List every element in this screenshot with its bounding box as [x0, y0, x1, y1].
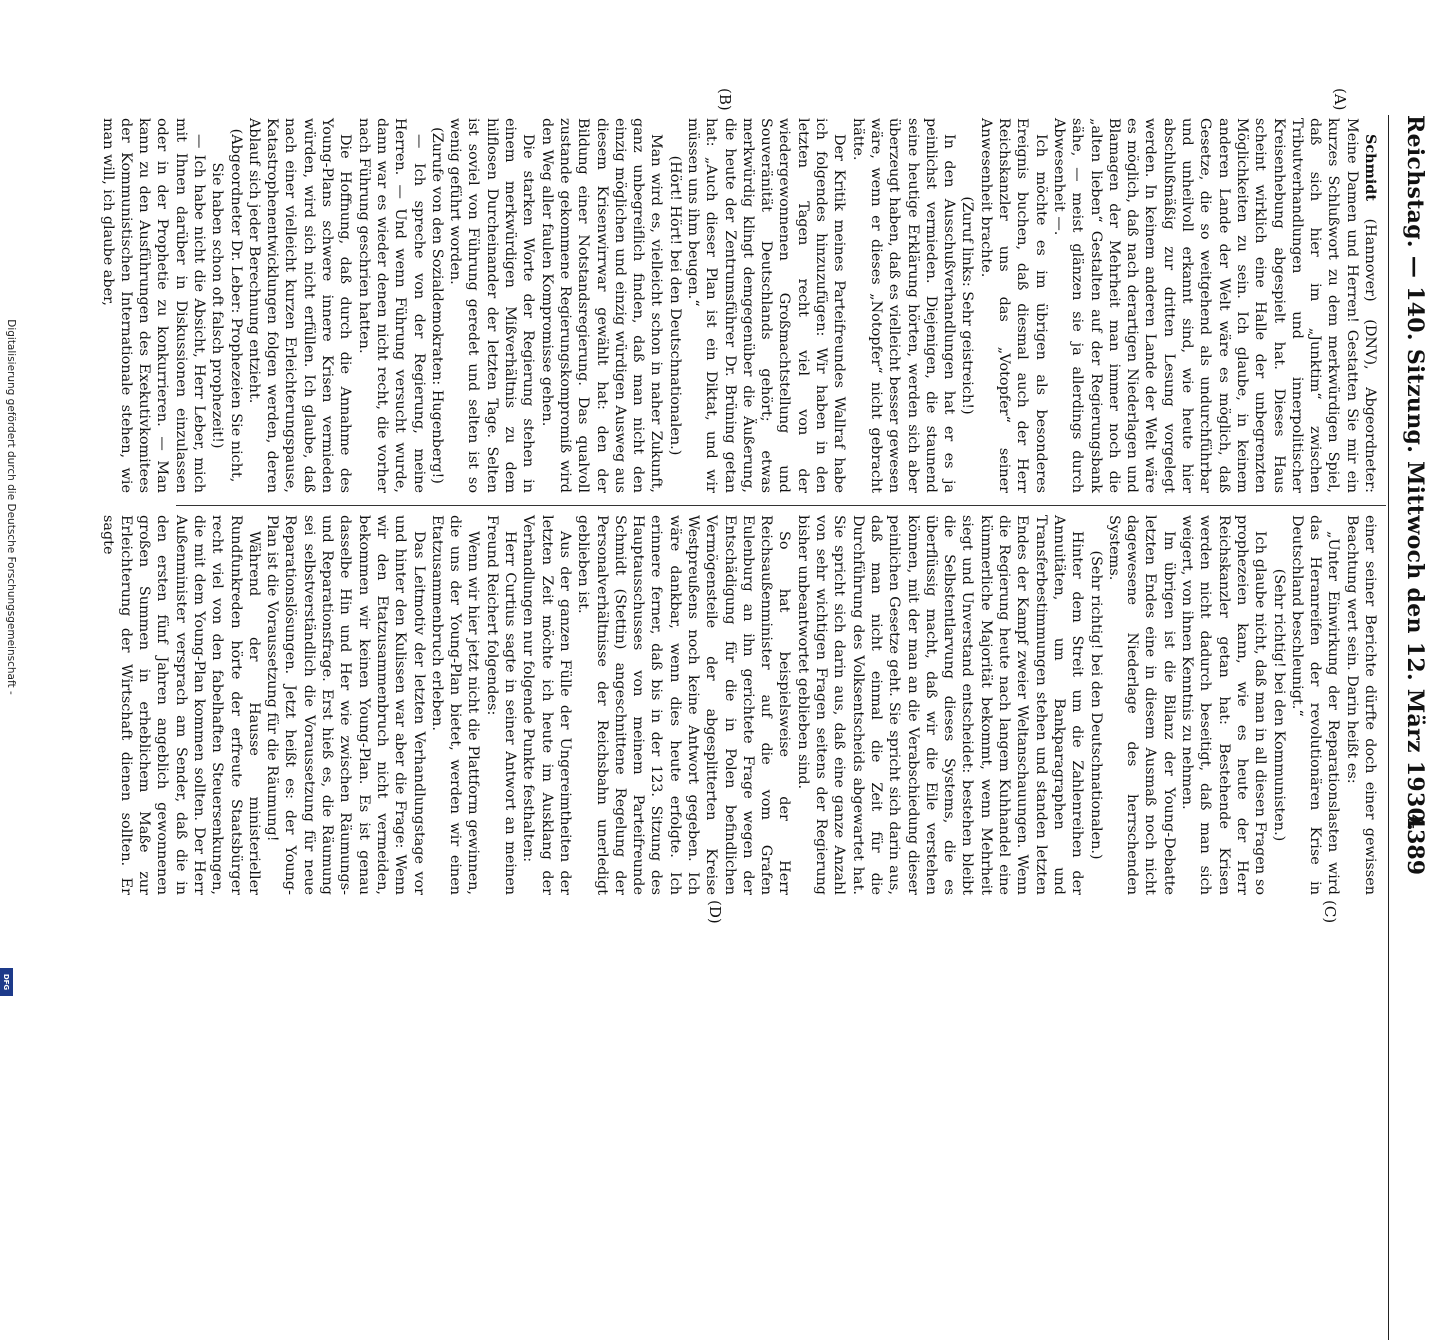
interjection [665, 118, 683, 493]
margin-mark-c: (C) [1321, 900, 1339, 924]
page-number: 4389 [1402, 813, 1428, 875]
paragraph-text: (Sehr richtig! bei den Kommunisten.) [1270, 568, 1287, 842]
paragraph [537, 118, 665, 493]
paragraph-text: (Zuruf links: Sehr geistreich!) [959, 196, 976, 415]
paragraph-text: „Unter Einwirkung der Reparationslasten wird das Heranreifen der revolutionären Krise in Deutschland beschleunigt.“ [1288, 515, 1342, 895]
paragraph-text: Ich möchte es im übrigen als besonderes Ereignis buchen, daß diesmal auch der Herr Reichskanzler uns das „Votopfer“ seiner Anwesenheit brachte. [977, 118, 1049, 493]
paragraph [263, 515, 428, 895]
interjection [1269, 515, 1287, 895]
header-rule [1388, 115, 1389, 1340]
paragraph-text: In den Ausschußverhandlungen hat er es ja peinlichst vermieden. Diejenigen, die staunend seine heutige Erklärung hörten, werden sich aber überzeugt haben, daß es vielleicht besser gewesen wäre, wenn er dieses „Notopfer“ nicht gebracht hätte. [849, 118, 958, 493]
paragraph [684, 118, 849, 493]
paragraph-text: Das Leitmotiv der letzten Verhandlungstage vor und hinter den Kulissen war aber die Frage: Wenn wir den Etatzusammenbruch nicht vermeiden, bekommen wir keinen Young-Plan. Es ist genau dasselbe Hin und Her wie zwischen Räumungs- und Reparationsfrage. Erst hieß es, die Räumung sei selbstverständlich die Voraussetzung für neue Reparationslösungen. Jetzt heißt es: der Young-Plan ist die Voraussetzung für die Räumung! [264, 515, 427, 895]
header-title: Reichstag. — 140. Sitzung. Mittwoch den 12. März 1930. [1402, 115, 1428, 832]
interjection [208, 118, 245, 493]
paragraph-text: Der Kritik meines Parteifreundes Wallraf habe ich folgendes hinzuzufügen: Wir haben in den letzten Tagen recht viel von der wiedergewonnenen Großmachtstellung und Souveränität Deutschlands gehört; etwas merkwürdig klingt demgegenüber die Äußerung, die heute der Zentrumsführer Dr. Brüning getan hat: „Auch dieser Plan ist ein Diktat, und wir müssen uns ihm beugen.“ [685, 118, 848, 493]
paragraph-text: Wenn wir hier jetzt nicht die Plattform gewinnen, die uns der Young-Plan bietet, werden wir einen Etatzusammenbruch erleben. [428, 515, 482, 895]
paragraph-text: Ich glaube nicht, daß man in all diesen Fragen so prophezeien kann, wie es heute der Herr Reichskanzler getan hat: Bestehende Krisen werden nicht dadurch beseitigt, daß man sich weigert, von ihnen Kenntnis zu nehmen. [1179, 515, 1269, 895]
paragraph-text: Herr Curtius sagte in seiner Antwort an meinen Freund Reichert folgendes: [483, 515, 519, 895]
paragraph [98, 118, 208, 493]
paragraph-text: Hinter dem Streit um die Zahlenreihen der Annuitäten, um Bankparagraphen und Transferbestimmungen stehen und standen letzten Endes der Kampf zweier Weltanschauungen. Wenn die Regierung heute nach langem Kuhhandel eine kümmerliche Majorität bekommt, wenn Mehrheit siegt und Unverstand entscheidet: bestehen bleibt die Selbstentlarvung dieses Systems, die es überflüssig macht, daß wir die Eile verstehen können, mit der man an die Verabschiedung dieser peinlichen Gesetze geht. Sie spricht sich darin aus, daß man nicht einmal die Zeit für die Durchführung des Volksentscheids abgewartet hat. Sie spricht sich darin aus, daß eine ganze Anzahl von sehr wichtigen Fragen seitens der Regierung bisher unbeantwortet geblieben sind. [794, 515, 1086, 895]
paragraph [482, 515, 519, 895]
margin-mark-a: (A) [1331, 88, 1349, 111]
paragraph-text: Aus der ganzen Fülle der Ungereimtheiten der letzten Zeit möchte ich heute im Ausklang der Verhandlungen nur folgende Punkte festhalten: [520, 515, 573, 895]
paragraph [1342, 515, 1379, 895]
paragraph [1178, 515, 1269, 895]
paragraph-text: So hat beispielsweise der Herr Reichsaußenminister auf die vom Grafen Eulenburg an ihn gerichtete Frage wegen der Entschädigung für die in Polen befindlichen Vermögensteile der abgesplitterten Kreise Westpreußens noch keine Antwort gegeben. Ich wäre dankbar, wenn dies heute erfolgte. Ich erinnere ferner, daß bis in der 123. Sitzung des Hauptausschusses von meinem Parteifreunde Schmidt (Stettin) angeschnittene Regelung der Personalverhältnisse der Reichsbahn unerledigt geblieben ist. [575, 515, 793, 895]
paragraph [976, 118, 1049, 493]
paragraph-text: (Hört! Hört! bei den Deutschnationalen.) [666, 155, 683, 456]
paragraph [1288, 515, 1343, 895]
paragraph-text: einer seiner Berichte dürfte doch einer gewissen Beachtung wert sein. Darin heißt es: [1343, 515, 1378, 895]
interjection [428, 118, 446, 493]
paragraph [245, 118, 355, 493]
paragraph [428, 515, 483, 895]
paragraph [794, 515, 1087, 895]
margin-mark-d: (D) [706, 900, 724, 924]
page-header [1398, 115, 1428, 875]
digitization-credit [0, 60, 17, 990]
paragraph [1105, 515, 1178, 895]
right-column [98, 515, 1379, 895]
dfg-logo: DFG [0, 968, 13, 996]
interjection [958, 118, 976, 493]
paragraph-text: Die Hoffnung, daß durch die Annahme des Young-Plans schwere innere Krisen vermieden würden, wird sich nicht erfüllen. Ich glaube, daß nach einer vielleicht kurzen Erleichterungspause, Katastrophenentwicklungen folgen werden, deren Ablauf sich jeder Berechnung entzieht. [245, 118, 354, 493]
column-divider [176, 505, 1386, 506]
paragraph-text: Während der Hausse ministerieller Rundfunkreden hörte der erfreute Staatsbürger recht viel von den fabelhaften Steuersenkungen, die mit dem Young-Plan kommen sollten. Der Herr Außenminister versprach am Sender, daß die in den ersten fünf Jahren angeblich gewonnenen großen Summen in erheblichem Maße zur Erleichterung der Wirtschaft dienen sollten. Er sagte [99, 515, 262, 895]
paragraph-text: Die starken Worte der Regierung stehen in einem merkwürdigen Mißverhältnis zu dem hilflosen Durcheinander der letzten Tage. Selten ist soviel von Führung geredet und selten ist so wenig geführt worden. [447, 118, 537, 493]
margin-mark-b: (B) [716, 88, 734, 111]
paragraph-text: Man wird es, vielleicht schon in naher Zukunft, ganz unbegreiflich finden, daß man nicht den einzig möglichen und einzig würdigen Ausweg aus diesem Krisenwirrwar gewählt hat: den der Bildung einer Notstandsregierung. Das qualvoll zustande gekommene Regierungskompromiß wird den Weg aller faulen Kompromisse gehen. [538, 118, 665, 493]
paragraph-text: — Ich habe nicht die Absicht, Herr Leber, mich mit Ihnen darüber in Diskussionen einzulassen oder in der Prophetie zu konkurrieren. — Man kann zu den Ausführungen des Exekutivkomitees der Kommunistischen Internationale stehen, wie man will, ich glaube aber, [99, 118, 207, 493]
paragraph [519, 515, 574, 895]
paragraph-text: (Abgeordneter Dr. Leber: Prophezeien Sie nicht, Sie haben schon oft falsch prophezeit!) [209, 128, 244, 483]
interjection [1086, 515, 1104, 895]
paragraph [98, 515, 263, 895]
left-column [98, 118, 1379, 493]
paragraph-text: (Sehr richtig! bei den Deutschnationalen.) [1087, 550, 1104, 860]
credit-text: Digitalisierung gefördert durch die Deutsche Forschungsgemeinschaft - [5, 319, 17, 695]
paragraph [574, 515, 794, 895]
paragraph-text: — Ich spreche von der Regierung, meine Herren. — Und wenn Führung versucht wurde, dann war es wieder denen nicht recht, die vorher nach Führung geschrien hatten. [355, 118, 427, 493]
paragraph [446, 118, 537, 493]
paragraph [1050, 118, 1379, 493]
paragraph-text: (Hannover) (DNV), Abgeordneter: Meine Damen und Herren! Gestatten Sie mir ein kurzes Schlußwort zu dem merkwürdigen Spiel, daß sich hier im „Junktim“ zwischen Tributverhandlungen und innerpolitischer Kreisenhebung abgespielt hat. Dieses Haus scheint wirklich eine Halle der unbegrenzten Möglichkeiten zu sein. Ich glaube, in keinem anderen Lande der Welt wäre es möglich, daß Gesetze, die so weitgehend als undurchführbar und unheilvoll erkannt sind, wie heute hier abschlußmäßig zur dritten Lesung vorgelegt werden. In keinem anderen Lande der Welt wäre es möglich, daß nach derartigen Niederlagen und Blamagen der Mehrheit man immer noch die „alten lieben“ Gestalten auf der Regierungsbank sähe, — meist glänzen sie ja allerdings durch Abwesenheit —. [1050, 118, 1378, 493]
paragraph-text: Im übrigen ist die Bilanz der Young-Debatte letzten Endes eine in diesem Ausmaß noch nicht dagewesene Niederlage des herrschenden Systems. [1105, 515, 1177, 895]
paragraph [354, 118, 427, 493]
paragraph-text: (Zurufe von den Sozialdemokraten: Hugenberg!) [428, 127, 445, 484]
paragraph [848, 118, 958, 493]
speaker-name: Schmidt [1362, 134, 1379, 202]
